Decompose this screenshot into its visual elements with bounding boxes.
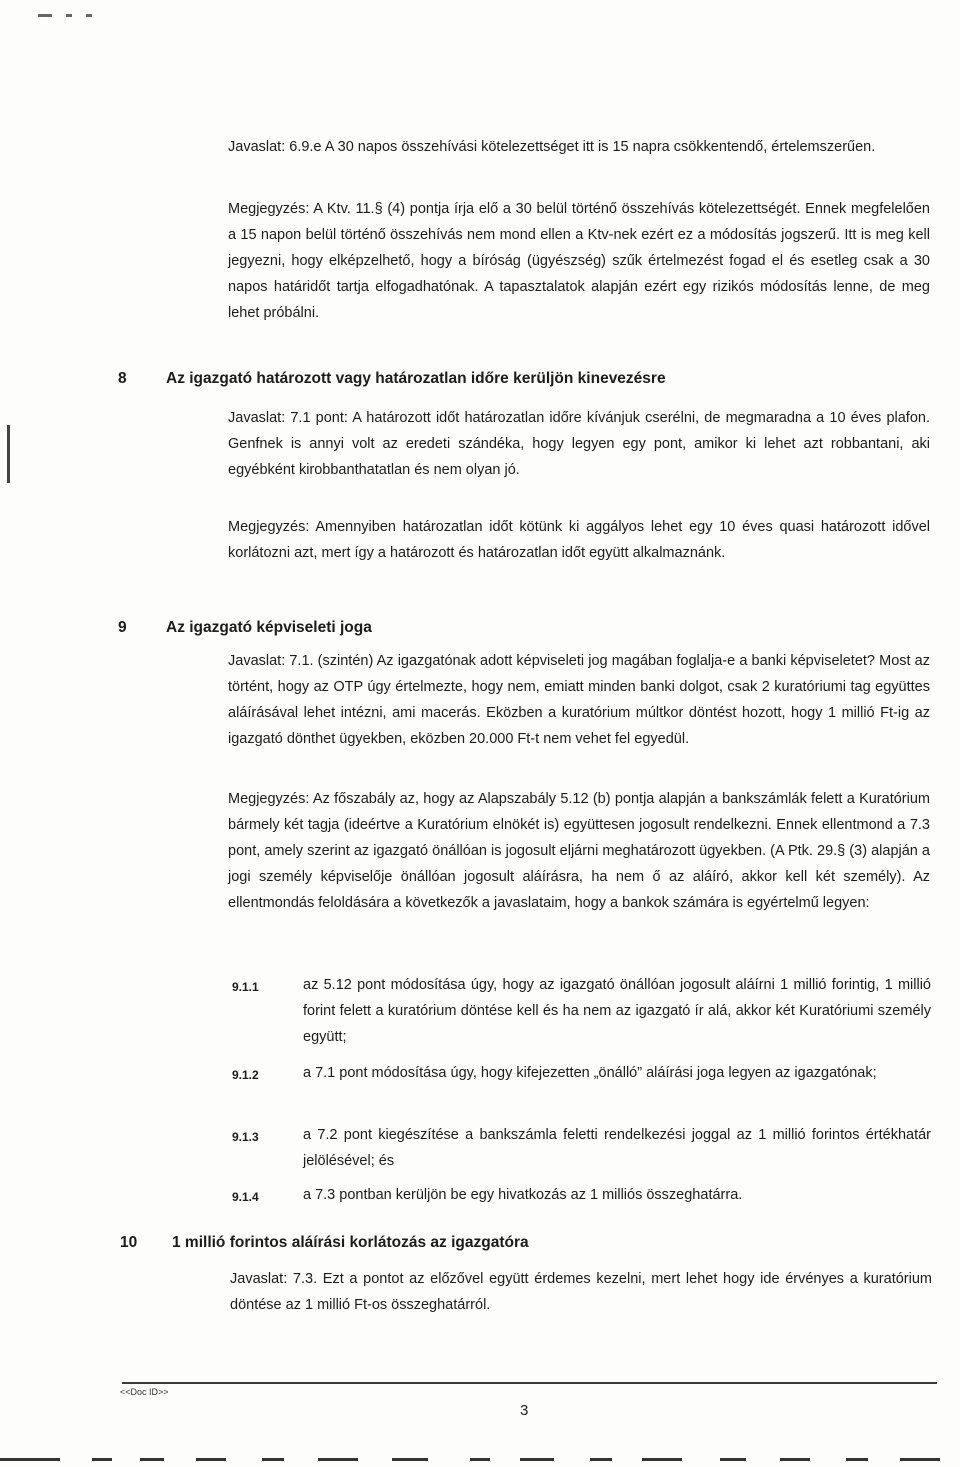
- s7-javaslat: Javaslat: 6.9.e A 30 napos összehívási kötelezettséget itt is 15 napra csökkentendő, értelemszerűen.: [228, 139, 876, 155]
- s9-megjegyzes: Megjegyzés: Az főszabály az, hogy az Alapszabály 5.12 (b) pontja alapján a bankszámlák felett a Kuratórium bármely két tagja (ideértve a Kuratórium elnökét is) együttesen jogosult rendelkezni. Ennek ellentmond a 7.3 pont, amely szerint az igazgató önállóan is jogosult eljárni meghatározott ügyekben. (A Ptk. 29.§ (3) alapján a jogi személy képviselője önállóan jogosult aláírásra, ha nem ő az aláíró, akkor kell két személy). Az ellentmondás feloldására a következők a javaslataim, hogy a bankok számára is egyértelmű legyen:: [228, 791, 930, 911]
- list-item: az 5.12 pont módosítása úgy, hogy az igazgató önállóan jogosult aláírni 1 millió forintig, 1 millió forint felett a kuratórium döntése kell és ha nem az igazgató ír alá, akkor két Kuratóriumi személy együtt;: [303, 977, 931, 1045]
- footer-doc-id: <<Doc ID>>: [120, 1387, 169, 1397]
- page-number: 3: [520, 1402, 529, 1419]
- section-title: 1 millió forintos aláírási korlátozás az igazgatóra: [172, 1234, 529, 1251]
- section-heading-9: [118, 617, 938, 639]
- footer-rule: [122, 1382, 937, 1384]
- scan-artifact-top: [38, 14, 98, 17]
- item-number: 9.1.3: [232, 1130, 259, 1144]
- item-number: 9.1.1: [232, 980, 259, 994]
- list-item: a 7.3 pontban kerüljön be egy hivatkozás az 1 milliós összeghatárra.: [303, 1187, 743, 1203]
- section-heading-8: [118, 368, 938, 390]
- s9-javaslat: Javaslat: 7.1. (szintén) Az igazgatónak adott képviseleti jog magában foglalja-e a banki képviseletet? Most az történt, hogy az OTP úgy értelmezte, hogy nem, emiatt minden banki dolgot, csak 2 kuratóriumi tag együttes aláírásával lehet intézni, ami macerás. Eközben a kuratórium múltkor döntést hozott, hogy 1 millió Ft-ig az igazgató dönthet ügyekben, eközben 20.000 Ft-t nem vehet fel egyedül.: [228, 653, 930, 747]
- section-heading-10: [120, 1232, 940, 1254]
- scan-artifact-bottom: [0, 1458, 960, 1464]
- section-number: 10: [120, 1234, 138, 1251]
- section-title: Az igazgató határozott vagy határozatlan időre kerüljön kinevezésre: [166, 370, 666, 387]
- s8-javaslat: Javaslat: 7.1 pont: A határozott időt határozatlan időre kívánjuk cserélni, de megmaradna a 10 éves plafon. Genfnek is annyi volt az eredeti szándéka, hogy legyen egy pont, amikor ki lehet azt robbantani, aki egyébként kirobbanthatatlan és nem olyan jó.: [228, 410, 930, 478]
- s8-megjegyzes: Megjegyzés: Amennyiben határozatlan időt kötünk ki aggályos lehet egy 10 éves quasi határozott idővel korlátozni azt, mert így a határozott és határozatlan időt együtt alkalmaznánk.: [228, 519, 930, 561]
- scan-artifact-left: [7, 425, 10, 483]
- s10-javaslat: Javaslat: 7.3. Ezt a pontot az előzővel együtt érdemes kezelni, mert lehet hogy ide érvényes a kuratórium döntése az 1 millió Ft-os összeghatárról.: [230, 1271, 932, 1313]
- list-item: a 7.1 pont módosítása úgy, hogy kifejezetten „önálló” aláírási joga legyen az igazgatónak;: [303, 1065, 877, 1081]
- list-item: a 7.2 pont kiegészítése a bankszámla feletti rendelkezési joggal az 1 millió forintos értékhatár jelölésével; és: [303, 1127, 931, 1169]
- s7-megjegyzes: Megjegyzés: A Ktv. 11.§ (4) pontja írja elő a 30 belül történő összehívás kötelezettségét. Ennek megfelelően a 15 napon belül történő összehívás nem mond ellen a Ktv-nek ezért ez a módosítás jogszerű. Itt is meg kell jegyezni, hogy elképzelhető, hogy a bíróság (ügyészség) szűk értelmezést fogad el és esetleg csak a 30 napos határidőt tartja elfogadhatónak. A tapasztalatok alapján ezért egy rizikós módosítás lenne, de meg lehet próbálni.: [228, 201, 930, 321]
- item-number: 9.1.4: [232, 1190, 259, 1204]
- item-number: 9.1.2: [232, 1068, 259, 1082]
- section-number: 8: [118, 370, 127, 387]
- section-number: 9: [118, 619, 127, 636]
- section-title: Az igazgató képviseleti joga: [166, 619, 372, 636]
